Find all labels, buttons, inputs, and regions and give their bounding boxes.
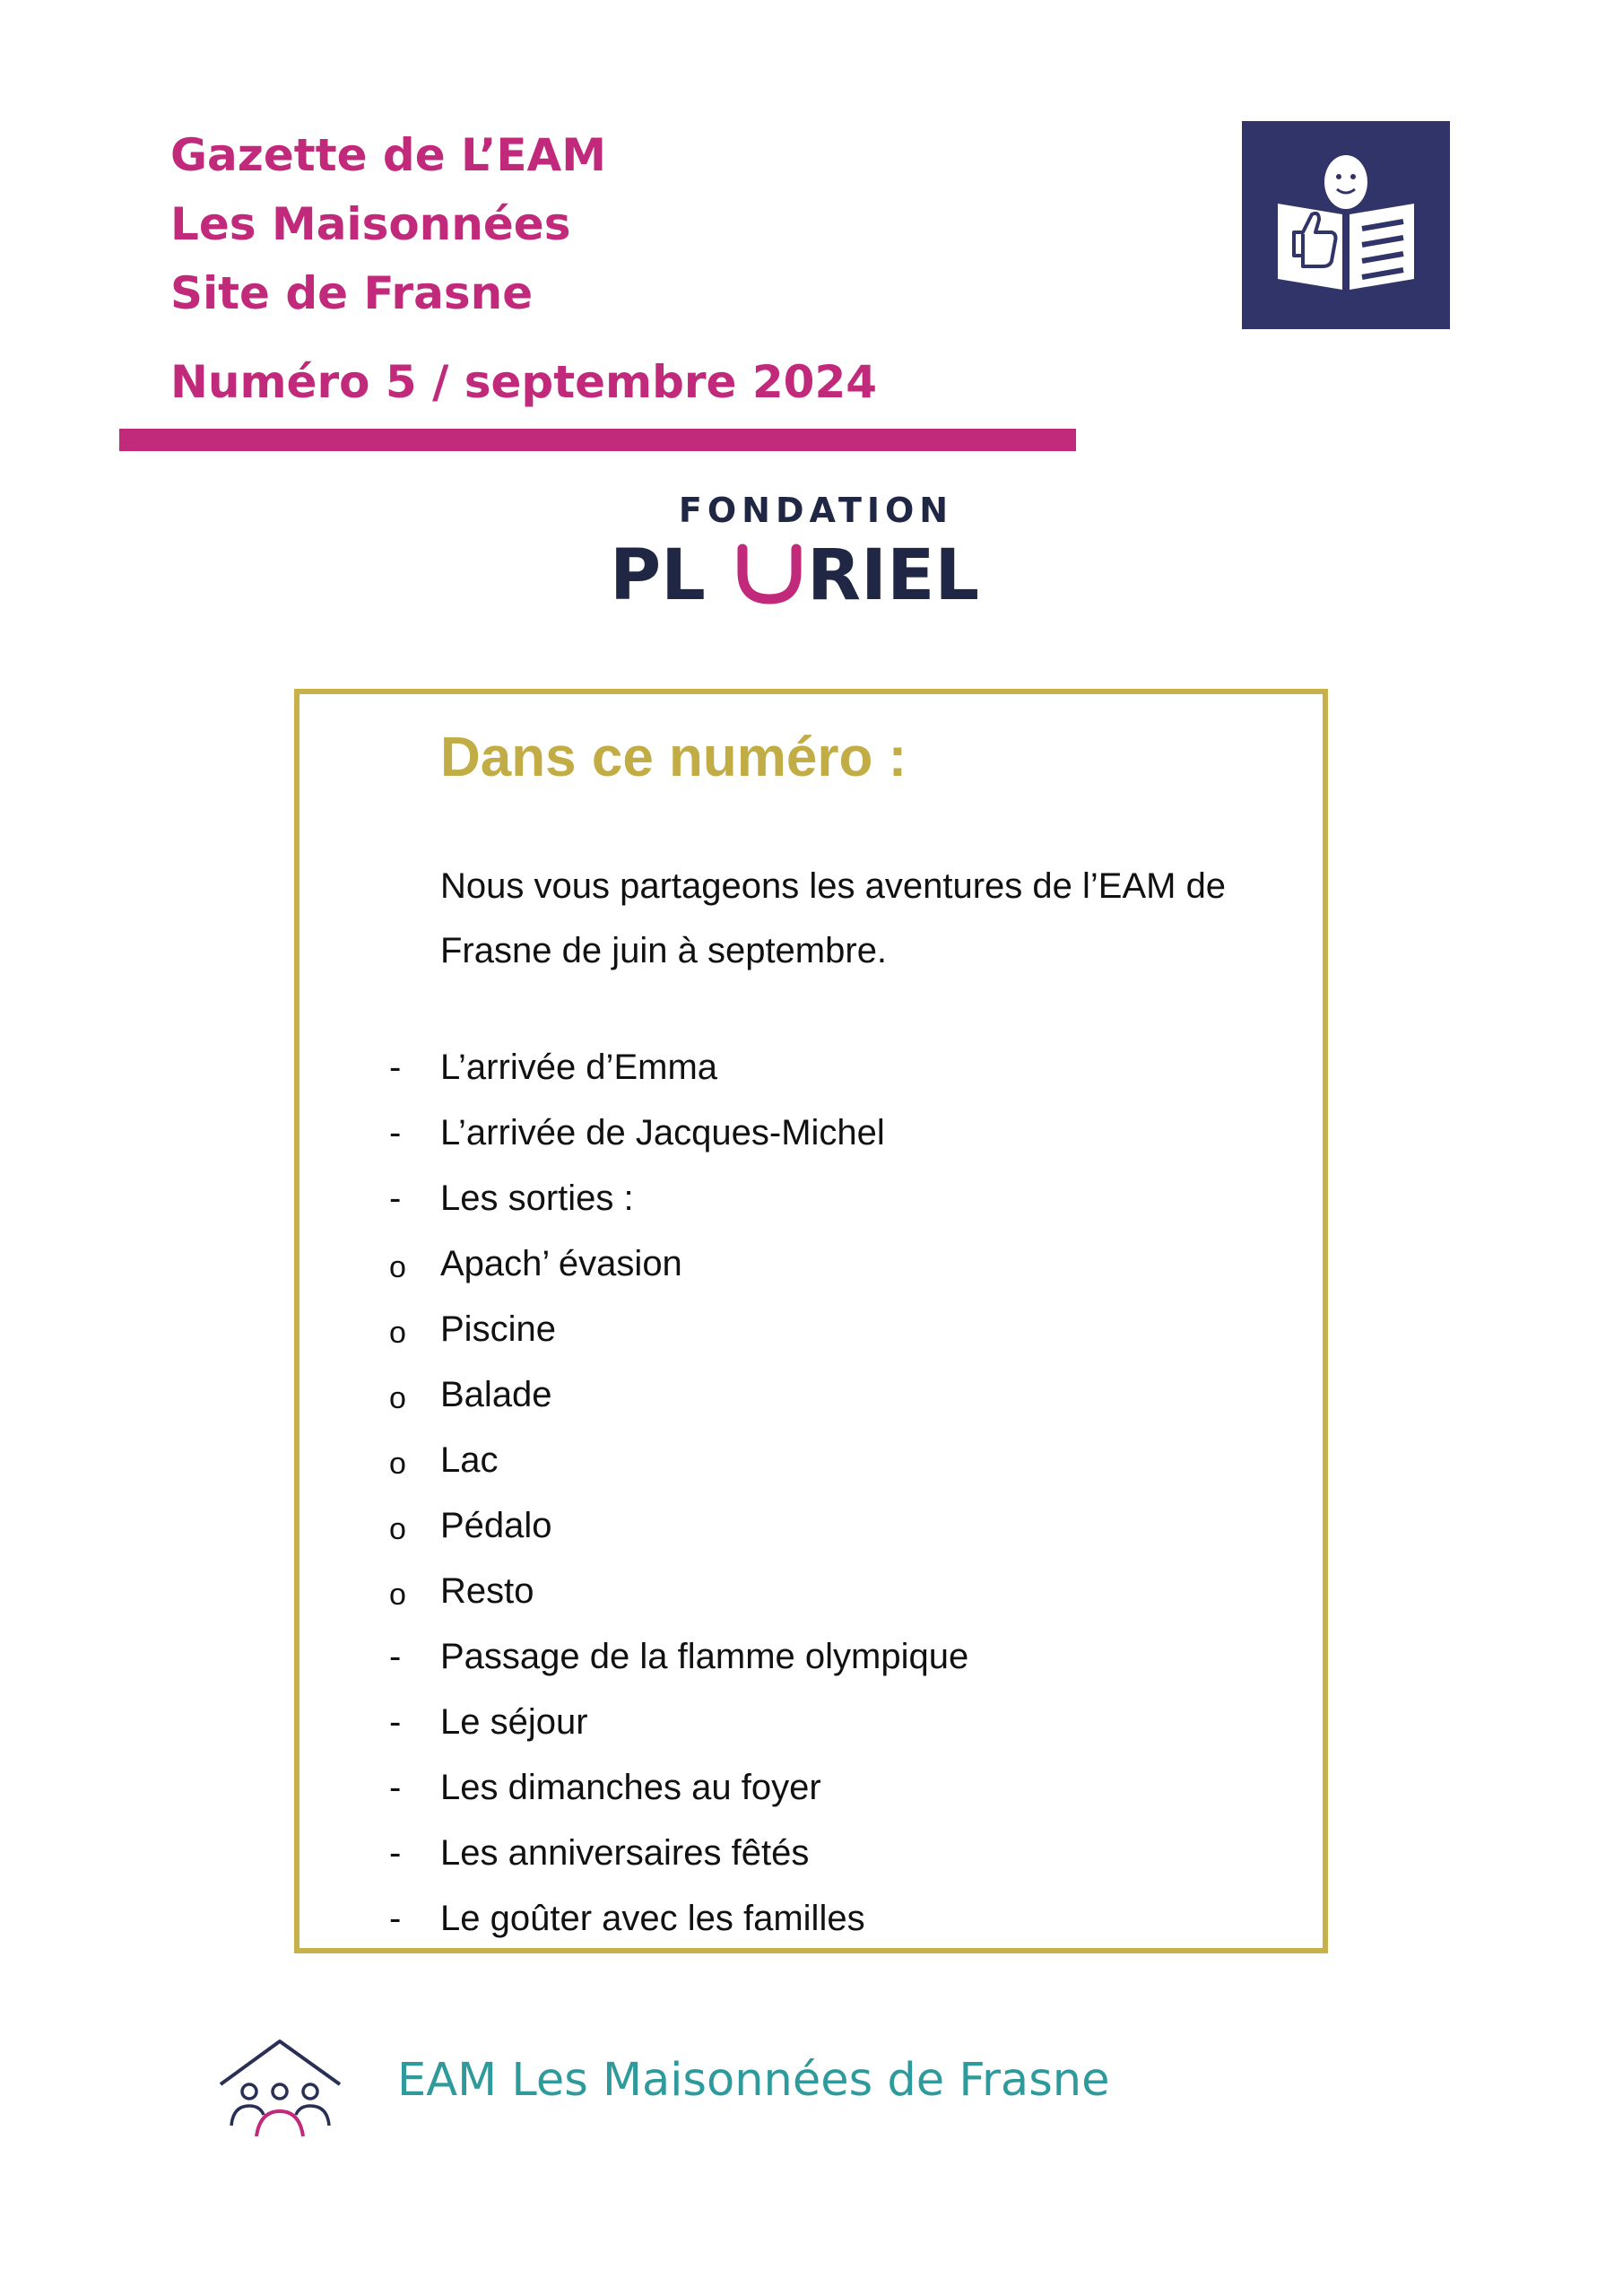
fondation-pluriel-logo [610, 484, 1022, 619]
dash-bullet: - [389, 1899, 402, 1938]
dash-bullet: - [389, 1178, 402, 1218]
contents-title: Dans ce numéro : [440, 726, 907, 788]
circle-bullet: o [389, 1512, 406, 1546]
contents-intro: Nous vous partageons les aventures de l’EAM de Frasne de juin à septembre. [440, 866, 1227, 970]
dash-bullet: - [389, 1048, 402, 1087]
list-item-text: Piscine [440, 1309, 556, 1349]
gazette-header [170, 121, 877, 417]
dash-bullet: - [389, 1113, 402, 1152]
list-item-text: Pédalo [440, 1506, 552, 1545]
list-item-text: Lac [440, 1440, 499, 1480]
gazette-subtitle: Les Maisonnées [170, 198, 571, 250]
gazette-title: Gazette de L’EAM [170, 129, 606, 181]
dash-bullet: - [389, 1833, 402, 1873]
list-item-text: Apach’ évasion [440, 1244, 682, 1283]
table-of-contents-box [294, 689, 1328, 1953]
header-divider [119, 429, 1076, 451]
list-item-text: L’arrivée de Jacques-Michel [440, 1113, 885, 1152]
list-item-text: Resto [440, 1571, 534, 1611]
list-item-text: Le goûter avec les familles [440, 1899, 865, 1938]
circle-bullet: o [389, 1250, 406, 1284]
issue-number: Numéro 5 / septembre 2024 [170, 356, 878, 408]
house-people-icon [215, 2036, 345, 2144]
circle-bullet: o [389, 1578, 406, 1612]
easy-to-read-reader-icon [1242, 121, 1450, 329]
list-item-text: Les sorties : [440, 1178, 634, 1218]
list-item-text: Les dimanches au foyer [440, 1768, 821, 1807]
list-item-text: Passage de la flamme olympique [440, 1637, 969, 1676]
footer-site-name: EAM Les Maisonnées de Frasne [397, 2054, 1110, 2107]
dash-bullet: - [389, 1768, 402, 1807]
circle-bullet: o [389, 1381, 406, 1415]
gazette-site: Site de Frasne [170, 267, 534, 319]
list-item-text: Les anniversaires fêtés [440, 1833, 810, 1873]
list-item-text: Balade [440, 1375, 552, 1414]
dash-bullet: - [389, 1637, 402, 1676]
list-item-text: L’arrivée d’Emma [440, 1048, 718, 1087]
svg-text:RIEL: RIEL [807, 535, 980, 616]
list-item-text: Le séjour [440, 1702, 588, 1742]
svg-text:PL: PL [610, 535, 706, 616]
circle-bullet: o [389, 1316, 406, 1350]
logo-top-text: FONDATION [678, 491, 954, 530]
dash-bullet: - [389, 1702, 402, 1742]
circle-bullet: o [389, 1447, 406, 1481]
